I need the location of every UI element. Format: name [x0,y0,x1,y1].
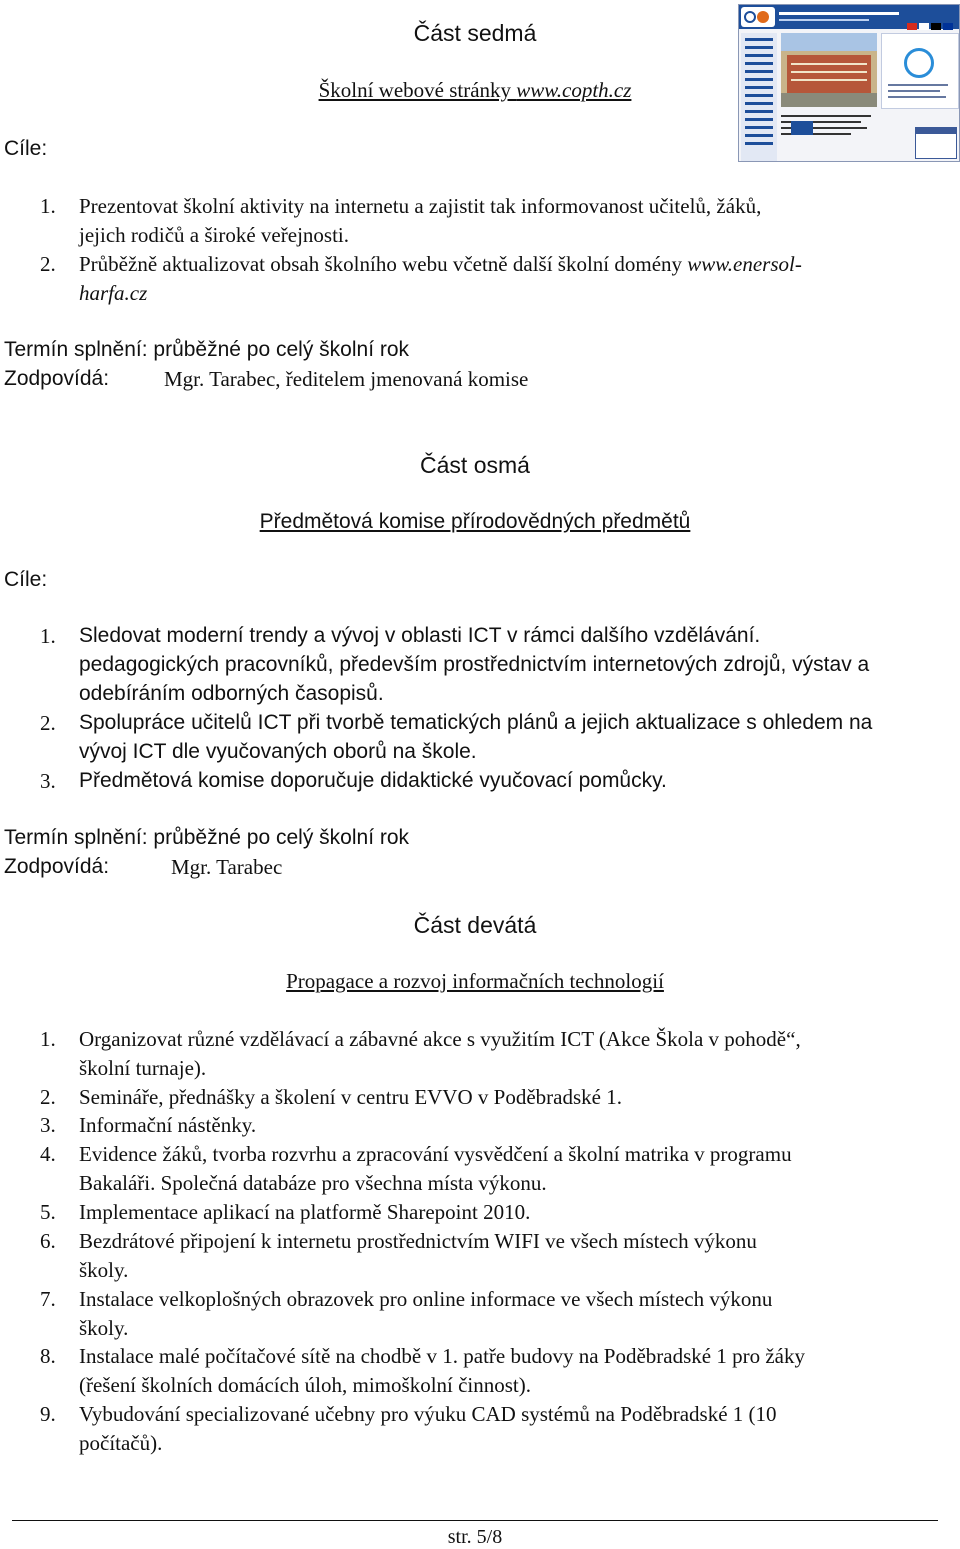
list-number: 9. [40,1402,56,1426]
list-item: Bakaláři. Společná databáze pro všechna místa výkonu. [79,1171,547,1195]
list-item: pedagogických pracovníků, především prostřednictvím internetových zdrojů, výstav a [79,653,870,676]
list-item: Evidence žáků, tvorba rozvrhu a zpracování vysvědčení a školní matrika v programu [79,1142,792,1166]
facebook-icon [915,127,957,159]
section7-zodpovida-label: Zodpovídá: [4,367,110,390]
section7-zodpovida-value: Mgr. Tarabec, ředitelem jmenovaná komise [164,367,529,391]
website-screenshot-image [738,4,960,162]
list-item: vývoj ICT dle vyučovaných oborů na škole. [79,740,477,763]
list-item: Předmětová komise doporučuje didaktické vyučovací pomůcky. [79,769,667,792]
list-item: školy. [79,1316,129,1340]
section8-zodpovida-label: Zodpovídá: [4,855,110,878]
list-number: 3. [40,769,56,793]
list-item: Sledovat moderní trendy a vývoj v oblasti ICT v rámci dalšího vzdělávání. [79,624,761,647]
section8-cile-label: Cíle: [4,568,48,591]
list-item: Semináře, přednášky a školení v centru EVVO v Poděbradské 1. [79,1085,622,1109]
list-number: 6. [40,1229,56,1253]
list-item [79,252,802,277]
list-item: školy. [79,1258,129,1282]
list-item: Organizovat různé vzdělávací a zábavné akce s využitím ICT (Akce Škola v pohodě“, [79,1027,801,1051]
list-number: 1. [40,624,56,648]
list-number: 2. [40,711,56,735]
list-item: Informační nástěnky. [79,1113,257,1137]
list-number: 7. [40,1287,56,1311]
list-item: odebíráním odborných časopisů. [79,682,384,705]
list-item: (řešení školních domácích úloh, mimoškolní činnost). [79,1373,532,1397]
list-number: 4. [40,1142,56,1166]
list-number: 2. [40,252,56,276]
enersol-link[interactable]: www.enersol- [687,252,802,276]
list-item: Implementace aplikací na platformě Sharepoint 2010. [79,1200,531,1224]
school-building-photo [781,33,877,107]
list-number: 2. [40,1085,56,1109]
list-number: 1. [40,1027,56,1051]
list-item: školní turnaje). [79,1056,207,1080]
section8-zodpovida-value: Mgr. Tarabec [171,855,283,879]
section7-cile-label: Cíle: [4,137,48,160]
footer-divider [12,1520,938,1521]
section9-subheading: Propagace a rozvoj informačních technologií [286,969,664,993]
list-item: Vybudování specializované učebny pro výuku CAD systémů na Poděbradské 1 (10 [79,1402,777,1426]
list-item: počítačů). [79,1431,163,1455]
list-number: 1. [40,194,56,218]
list-item: jejich rodičů a široké veřejnosti. [79,223,349,247]
section8-termin: Termín splnění: průběžné po celý školní rok [4,826,410,849]
list-item: Spolupráce učitelů ICT při tvorbě tematických plánů a jejich aktualizace s ohledem na [79,711,873,734]
section8-subheading: Předmětová komise přírodovědných předmětů [259,510,691,533]
section9-heading: Část devátá [413,912,537,938]
section7-termin: Termín splnění: průběžné po celý školní rok [4,338,410,361]
school-logo-icon [741,7,775,27]
list-item: Bezdrátové připojení k internetu prostřednictvím WIFI ve všech místech výkonu [79,1229,757,1253]
enersol-link-continued[interactable]: harfa.cz [79,281,148,305]
section8-heading: Část osmá [420,452,530,478]
section7-website-link[interactable]: www.copth.cz [516,78,632,102]
list-item: Instalace velkoplošných obrazovek pro online informace ve všech místech výkonu [79,1287,773,1311]
list-number: 3. [40,1113,56,1137]
list-item: Prezentovat školní aktivity na internetu a zajistit tak informovanost učitelů, žáků, [79,194,762,218]
page-number: str. 5/8 [447,1526,503,1548]
list-item: Instalace malé počítačové sítě na chodbě v 1. patře budovy na Poděbradské 1 pro žáky [79,1344,805,1368]
language-flags-icon [907,11,957,23]
list-item-text: Průběžně aktualizovat obsah školního webu včetně další školní domény [79,252,688,276]
section7-heading: Část sedmá [413,20,537,46]
section7-subheading-text: Školní webové stránky [318,78,517,102]
list-number: 5. [40,1200,56,1224]
list-number: 8. [40,1344,56,1368]
